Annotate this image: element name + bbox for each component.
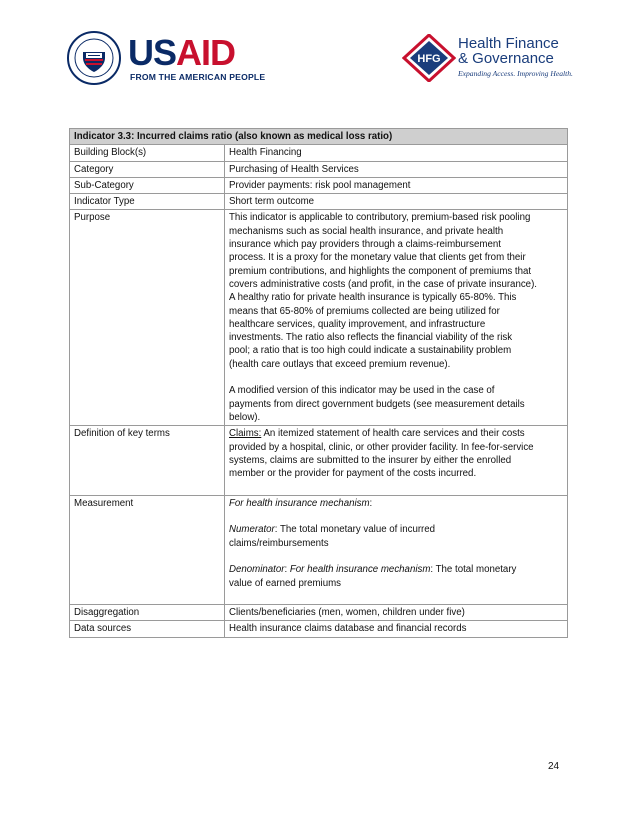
table-row <box>70 145 568 161</box>
mechanism-label: For health insurance mechanism <box>229 497 370 509</box>
measurement-line <box>229 563 563 576</box>
purpose-line: mechanisms such as social health insurance, and private health <box>229 225 504 237</box>
hfg-title-line2: & Governance <box>458 50 554 67</box>
row-label: Sub-Category <box>70 177 225 193</box>
paragraph-spacer <box>229 480 563 493</box>
indicator-title: Indicator 3.3: Incurred claims ratio (also known as medical loss ratio) <box>70 129 568 145</box>
indicator-table <box>69 128 568 638</box>
table-row <box>70 605 568 621</box>
table-row <box>70 177 568 193</box>
purpose-line: insurance which pay providers through a claims-reimbursement <box>229 239 501 251</box>
definition-value <box>225 426 568 495</box>
measurement-line <box>229 497 563 510</box>
definition-label: Definition of key terms <box>70 426 225 495</box>
definition-line: member or the provider for payment of the costs incurred. <box>229 468 477 480</box>
denominator-label: Denominator <box>229 564 285 576</box>
paragraph-spacer <box>229 590 563 603</box>
row-value: Clients/beneficiaries (men, women, children under five) <box>225 605 568 621</box>
definition-line <box>229 427 563 440</box>
definition-line: systems, claims are submitted to the insurer by either the enrolled <box>229 454 512 466</box>
purpose-line: process. It is a proxy for the monetary value that clients get from their <box>229 252 526 264</box>
separator: : <box>284 564 290 576</box>
purpose-value <box>225 210 568 426</box>
denominator-mechanism: For health insurance mechanism <box>289 564 431 576</box>
page-number: 24 <box>548 761 560 772</box>
measurement-value <box>225 495 568 604</box>
hfg-title-line1: Health Finance <box>458 35 559 52</box>
purpose-line: below). <box>229 411 261 423</box>
purpose-line: pool; a ratio that is too high could indicate a sustainability problem <box>229 345 512 357</box>
usaid-tagline: FROM THE AMERICAN PEOPLE <box>130 72 266 82</box>
purpose-line: investments. The ratio also reflects the financial viability of the risk <box>229 332 513 344</box>
hfg-mark-icon <box>402 34 456 82</box>
usaid-seal-icon <box>66 30 122 86</box>
row-label: Data sources <box>70 621 225 637</box>
colon: : <box>369 497 373 509</box>
table-row <box>70 621 568 637</box>
page-header <box>0 0 638 110</box>
row-value: Purchasing of Health Services <box>225 161 568 177</box>
hfg-logo <box>402 34 592 84</box>
usaid-logo <box>66 30 266 90</box>
purpose-row <box>70 210 568 426</box>
purpose-line: This indicator is applicable to contributory, premium-based risk pooling <box>229 212 531 224</box>
measurement-label: Measurement <box>70 495 225 604</box>
paragraph-spacer <box>229 510 563 523</box>
purpose-label: Purpose <box>70 210 225 426</box>
row-value: Short term outcome <box>225 194 568 210</box>
purpose-line: A modified version of this indicator may be used in the case of <box>229 385 495 397</box>
measurement-line: claims/reimbursements <box>229 537 329 549</box>
row-label: Disaggregation <box>70 605 225 621</box>
hfg-mark-text: HFG <box>417 53 441 65</box>
row-label: Building Block(s) <box>70 145 225 161</box>
purpose-line: means that 65-80% of premiums collected are being utilized for <box>229 305 500 317</box>
definition-line: provided by a hospital, clinic, or other provider facility. In fee-for-service <box>229 441 534 453</box>
table-row <box>70 194 568 210</box>
numerator-label: Numerator <box>229 524 275 536</box>
numerator-text: : The total monetary value of incurred <box>274 524 436 536</box>
table-row <box>70 161 568 177</box>
purpose-line: covers administrative costs (and profit, in the case of private insurance). <box>229 278 537 290</box>
hfg-tagline: Expanding Access. Improving Health. <box>458 69 573 78</box>
measurement-row <box>70 495 568 604</box>
row-value: Health Financing <box>225 145 568 161</box>
purpose-line: healthcare services, quality improvement, and infrastructure <box>229 318 486 330</box>
usaid-wordmark: USAID <box>128 32 236 73</box>
purpose-line: premium contributions, and highlights the component of premiums that <box>229 265 532 277</box>
indicator-title-row <box>70 129 568 145</box>
measurement-line: value of earned premiums <box>229 577 342 589</box>
purpose-line: A healthy ratio for private health insurance is typically 65-80%. This <box>229 292 517 304</box>
definition-row <box>70 426 568 495</box>
row-label: Indicator Type <box>70 194 225 210</box>
measurement-line <box>229 523 563 536</box>
row-label: Category <box>70 161 225 177</box>
claims-term: Claims: <box>229 428 262 440</box>
row-value: Health insurance claims database and financial records <box>225 621 568 637</box>
row-value: Provider payments: risk pool management <box>225 177 568 193</box>
definition-text: An itemized statement of health care services and their costs <box>261 428 525 440</box>
paragraph-spacer <box>229 550 563 563</box>
paragraph-spacer <box>229 371 563 384</box>
denominator-text: : The total monetary <box>430 564 517 576</box>
purpose-line: payments from direct government budgets (see measurement details <box>229 398 525 410</box>
purpose-line: (health care outlays that exceed premium revenue). <box>229 358 451 370</box>
